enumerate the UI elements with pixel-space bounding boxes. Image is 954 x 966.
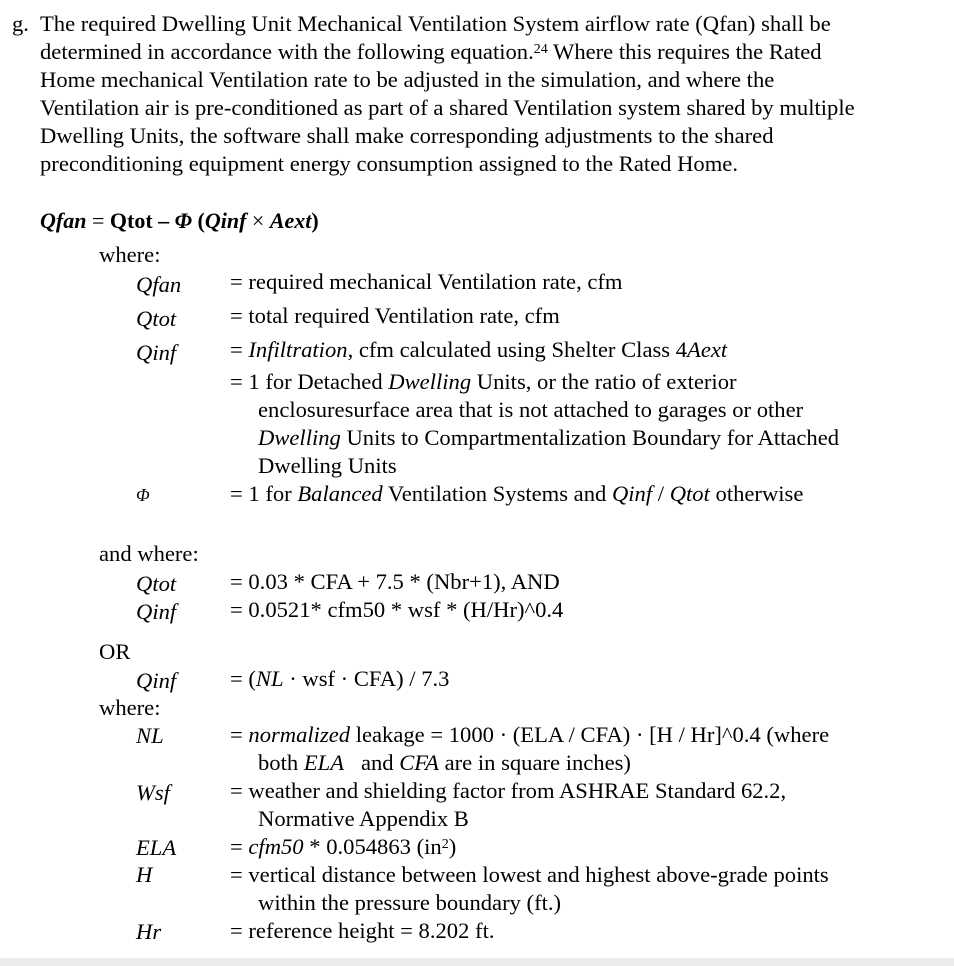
nl-def-normalized: normalized: [248, 722, 351, 747]
ela-def-rest: * 0.054863 (in: [303, 834, 442, 859]
aext-line-3-dwelling: Dwelling: [258, 425, 341, 450]
definition-h-line-1: = vertical distance between lowest and highest above-grade points: [230, 862, 829, 887]
symbol-ela: ELA: [136, 835, 177, 860]
symbol-qtot-2: Qtot: [136, 571, 177, 596]
paragraph-line-6: preconditioning equipment energy consumption assigned to the Rated Home.: [40, 151, 738, 176]
definition-aext-line-2: enclosuresurface area that is not attached to garages or other: [258, 397, 804, 422]
symbol-qinf: Qinf: [136, 340, 177, 365]
ela-def-end: ): [448, 834, 457, 859]
or-label: OR: [99, 639, 131, 664]
ela-def-cfm50: cfm50: [248, 834, 304, 859]
paragraph-line-4: Ventilation air is pre-conditioned as part of a shared Ventilation system shared by multiple: [40, 95, 855, 120]
symbol-nl: NL: [136, 723, 164, 748]
definition-qfan: = required mechanical Ventilation rate, cfm: [230, 269, 623, 294]
definition-qtot: = total required Ventilation rate, cfm: [230, 303, 560, 328]
def-aext-symbol: Aext: [687, 337, 728, 362]
definition-aext-line-3: [258, 425, 839, 451]
definition-hr: = reference height = 8.202 ft.: [230, 918, 495, 943]
where-label-3: where:: [99, 695, 161, 720]
symbol-qfan: Qfan: [136, 272, 182, 297]
phi-def-slash: /: [652, 481, 670, 506]
definition-qinf: [230, 337, 727, 363]
def-qinf-rest: , cfm calculated using Shelter Class 4: [347, 337, 688, 362]
symbol-wsf: Wsf: [136, 780, 170, 805]
equation-minus: –: [152, 208, 175, 233]
definition-nl-line-2: [258, 750, 631, 776]
paragraph-line-2-tail: Where this requires the Rated: [547, 39, 822, 64]
main-equation: [40, 208, 319, 234]
symbol-h: H: [136, 862, 153, 887]
page-bottom-edge: [0, 958, 954, 966]
definition-qinf-3: [230, 666, 449, 692]
definition-h-line-2: within the pressure boundary (ft.): [258, 890, 562, 915]
paragraph-line-5: Dwelling Units, the software shall make corresponding adjustments to the shared: [40, 123, 774, 148]
paragraph-line-1: The required Dwelling Unit Mechanical Ventilation System airflow rate (Qfan) shall be: [40, 11, 831, 36]
equation-times: ×: [246, 208, 270, 233]
equation-qinf: Qinf: [204, 208, 247, 233]
equation-paren-close: ): [311, 208, 319, 233]
paragraph-line-3: Home mechanical Ventilation rate to be adjusted in the simulation, and where the: [40, 67, 775, 92]
or-def-pre: = (: [230, 666, 256, 691]
def-infiltration: Infiltration: [248, 337, 348, 362]
and-where-label: and where:: [99, 541, 199, 566]
or-def-nl: NL: [255, 666, 284, 691]
definition-qtot-2: = 0.03 * CFA + 7.5 * (Nbr+1), AND: [230, 569, 560, 594]
definition-aext-line-1: [230, 369, 737, 395]
phi-def-qtot: Qtot: [669, 481, 710, 506]
symbol-qinf-2: Qinf: [136, 599, 177, 624]
paragraph-line-2: [40, 38, 822, 66]
nl-def-pre: =: [230, 722, 249, 747]
phi-def-end: otherwise: [709, 481, 804, 506]
aext-line-3-rest: Units to Compartmentalization Boundary for Attached: [340, 425, 840, 450]
definition-aext-line-4: Dwelling Units: [258, 453, 397, 478]
nl-def-rest: leakage = 1000 · (ELA / CFA) · [H / Hr]^0.4 (where: [350, 722, 830, 747]
list-marker: g.: [12, 11, 29, 36]
nl-def2-pre: both: [258, 750, 304, 775]
nl-def2-ela: ELA: [303, 750, 344, 775]
symbol-hr: Hr: [136, 919, 162, 944]
aext-line-1-rest: Units, or the ratio of exterior: [471, 369, 737, 394]
equation-phi: Φ: [174, 208, 192, 233]
definition-nl-line-1: [230, 722, 829, 748]
definition-phi: [230, 481, 803, 507]
definition-wsf-line-1: = weather and shielding factor from ASHRAE Standard 62.2,: [230, 778, 787, 803]
nl-def2-end: are in square inches): [438, 750, 631, 775]
phi-def-balanced: Balanced: [297, 481, 383, 506]
phi-def-mid: Ventilation Systems and: [382, 481, 612, 506]
ela-def-superscript: 2: [441, 837, 449, 852]
where-label-1: where:: [99, 242, 161, 267]
symbol-phi: Φ: [136, 485, 150, 505]
equation-qtot: Qtot: [109, 208, 153, 233]
phi-def-qinf: Qinf: [611, 481, 653, 506]
symbol-qinf-3: Qinf: [136, 668, 177, 693]
paragraph-line-2-text: determined in accordance with the following equation.: [40, 39, 534, 64]
aext-line-1-dwelling: Dwelling: [388, 369, 472, 394]
equation-equals: =: [86, 208, 110, 233]
equation-lhs: Qfan: [40, 208, 87, 233]
footnote-reference[interactable]: 24: [533, 42, 548, 57]
equation-aext: Aext: [269, 208, 312, 233]
ela-def-pre: =: [230, 834, 249, 859]
def-equals: =: [230, 337, 249, 362]
nl-def2-cfa: CFA: [399, 750, 439, 775]
symbol-qtot: Qtot: [136, 306, 177, 331]
phi-def-pre: = 1 for: [230, 481, 298, 506]
definition-ela: [230, 834, 456, 860]
aext-line-1-pre: = 1 for Detached: [230, 369, 389, 394]
equation-paren-open: (: [192, 208, 205, 233]
definition-wsf-line-2: Normative Appendix B: [258, 806, 469, 831]
or-def-rest: · wsf · CFA) / 7.3: [283, 666, 450, 691]
definition-qinf-2: = 0.0521* cfm50 * wsf * (H/Hr)^0.4: [230, 597, 564, 622]
nl-def2-mid: and: [344, 750, 400, 775]
